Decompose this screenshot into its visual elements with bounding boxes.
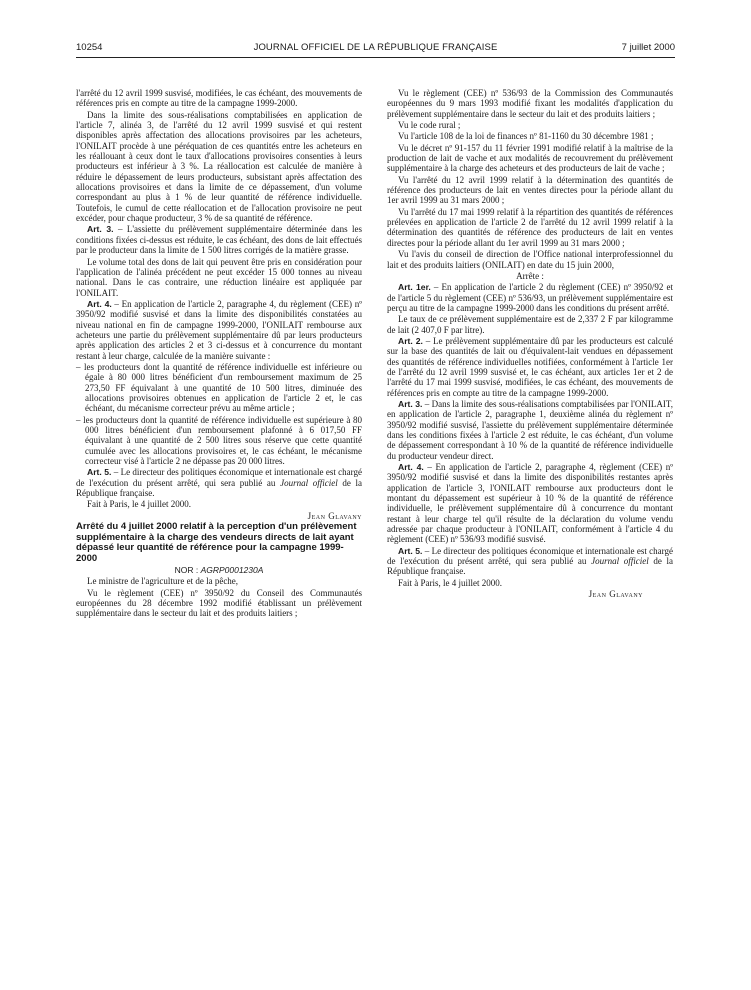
- article-3: [76, 224, 362, 255]
- article-4: [387, 462, 673, 545]
- nor-label: NOR :: [174, 565, 201, 576]
- paragraph: Vu le règlement (CEE) nº 3950/92 du Conseil des Communautés européennes du 28 décembre 1992 modifié établissant un prélèvement supplémentaire dans le secteur du lait et des produits laitiers ;: [76, 587, 362, 619]
- paragraph: Vu le règlement (CEE) nº 536/93 de la Commission des Communautés européennes du 9 mars 1993 modifié fixant les modalités d'application du prélèvement supplémentaire dans le secteur du lait et des produits laitiers ;: [387, 88, 673, 119]
- list-item: – les producteurs dont la quantité de référence individuelle est inférieure ou égale à 80 000 litres bénéficient d'un remboursement maximum de 25 273,50 FF équivalant à une quantité de 10 500 litres, diminuée des allocations provisoires obtenues en application de l'article 2 et, le cas échéant, du mécanisme correcteur prévu au même article ;: [76, 361, 362, 414]
- page-number: 10254: [76, 42, 103, 53]
- article-label: Art. 5.: [87, 467, 112, 478]
- nor-code: AGRP0001230A: [200, 565, 264, 576]
- paragraph: Dans la limite des sous-réalisations comptabilisées en application de l'article 7, alinéa 3, de l'arrêté du 12 avril 1999 susvisé et qui restent disponibles après affectation des allocations provisoires par les acheteurs, l'ONILAIT procède à une péréquation de ces quantités entre les acheteurs en les réallouant à ceux dont le taux d'allocations provisoires consenties à leurs producteurs est inférieur à 3 %. La réallocation est calculée de manière à réduire le dépassement de leurs producteurs, subsistant après affectation des allocations provisoires et dans la limite de ce dépassement, d'un volume correspondant au plus à 1 % de leur quantité de référence individuelle. Toutefois, le cumul de cette réallocation et de l'allocation provisoire ne peut excéder, pour chaque producteur, 3 % de sa quantité de référence.: [76, 109, 362, 224]
- article-text: – En application de l'article 2 du règlement (CEE) nº 3950/92 et de l'article 5 du règlement (CEE) nº 536/93, un prélèvement supplémentaire est perçu au titre de la campagne 1999-2000 dans les conditions du présent arrêté.: [387, 282, 673, 313]
- paragraph: Vu le code rural ;: [398, 120, 461, 131]
- header-rule: [76, 57, 675, 58]
- article-text: – Le directeur des politiques économique et internationale est chargé de l'exécution du présent arrêté, qui sera publié au: [76, 467, 362, 488]
- article-label: Art. 1er.: [398, 282, 431, 293]
- article-label: Art. 5.: [398, 545, 423, 556]
- article-text: de la République française.: [387, 556, 673, 577]
- article-text: – Le prélèvement supplémentaire dû par les producteurs est calculé sur la base des quantités de lait ou d'équivalent-lait vendues en dépassement des quantités de référence individuelles notifiées, conformément à l'article 1er de l'arrêté du 12 avril 1999 susvisé et, le cas échéant, aux articles 1er et 2 de l'arrêté du 17 mai 1999 susvisé, modifiées, le cas échéant, des mouvements de références pris en compte au titre de la campagne 1999-2000.: [387, 335, 673, 398]
- article-label: Art. 4.: [87, 298, 112, 309]
- signature: Jean Glavany: [588, 589, 643, 600]
- paragraph: Vu l'arrêté du 17 mai 1999 relatif à la répartition des quantités de références prélevées en application de l'article 2 de l'arrêté du 12 avril 1999 relatif à la détermination des quantités de référence des producteurs de lait en ventes directes pour la période allant du 1er avril 1999 au 31 mars 2000 ;: [387, 206, 673, 248]
- paragraph: Vu l'arrêté du 12 avril 1999 relatif à la détermination des quantités de référence des producteurs de lait en ventes directes pour la période allant du 1er avril 1999 au 31 mars 2000 ;: [387, 174, 673, 206]
- article-label: Art. 3.: [87, 224, 114, 235]
- journal-title: JOURNAL OFFICIEL DE LA RÉPUBLIQUE FRANÇAISE: [253, 42, 498, 53]
- article-5: [387, 546, 673, 577]
- article-label: Art. 4.: [398, 462, 424, 473]
- article-2: [387, 336, 673, 398]
- list-item: – les producteurs dont la quantité de référence individuelle est supérieure à 80 000 litres bénéficient d'un remboursement plafonné à 6 017,50 FF équivalant à une quantité de 2 500 litres sous réserve que cette quantité cumulée avec les allocations provisoires et, le cas échéant, le mécanisme correcteur visé à l'article 2 ne dépasse pas 20 000 litres.: [76, 414, 362, 467]
- paragraph: Le ministre de l'agriculture et de la pêche,: [87, 576, 239, 587]
- article-3: [387, 399, 673, 461]
- article-text: – En application de l'article 2, paragraphe 4, du règlement (CEE) nº 3950/92 modifié susvisé et dans la limite des disponibilités constatées au niveau national en fin de campagne 1999-2000, l'ONILAIT rembourse aux acheteurs une partie du prélèvement supplémentaire dû par leurs producteurs après application des articles 2 et 3 ci-dessus et à concurrence du montant restant à leur charge, calculée de la manière suivante :: [76, 298, 362, 361]
- done-at: Fait à Paris, le 4 juillet 2000.: [87, 499, 191, 510]
- article-text: – Dans la limite des sous-réalisations comptabilisées par l'ONILAIT, en application de l'article 2, paragraphe 1, deuxième alinéa du règlement nº 3950/92 modifié susvisé, l'assiette du prélèvement supplémentaire déterminée dans les conditions fixées à l'article 2 est réduite, le cas échéant, d'un volume de dépassement correspondant à 10 % de la quantité de référence individuelle du producteur vendeur direct.: [387, 398, 673, 461]
- done-at: Fait à Paris, le 4 juillet 2000.: [398, 577, 502, 588]
- journal-ref: Journal officiel: [280, 477, 338, 488]
- journal-ref: Journal officiel: [591, 556, 649, 567]
- issue-date: 7 juillet 2000: [621, 42, 675, 53]
- article-text: de la République française.: [76, 477, 362, 499]
- paragraph: Vu l'avis du conseil de direction de l'Office national interprofessionnel du lait et des produits laitiers (ONILAIT) en date du 15 juin 2000,: [387, 249, 673, 270]
- decree-title: Arrêté du 4 juillet 2000 relatif à la perception d'un prélèvement supplémentaire à la charge des vendeurs directs de lait ayant dépassé leur quantité de référence pour la campagne 1999-2000: [76, 521, 357, 564]
- paragraph: Le volume total des dons de lait qui peuvent être pris en considération pour l'application de l'alinéa précédent ne peut excéder 15 000 tonnes au niveau national. Dans le cas contraire, une réduction linéaire est appliquée par l'ONILAIT.: [76, 256, 362, 298]
- arrete-heading: Arrête :: [516, 270, 544, 281]
- article-label: Art. 3.: [398, 398, 423, 409]
- paragraph: l'arrêté du 12 avril 1999 susvisé, modifiées, le cas échéant, des mouvements de références pris en compte au titre de la campagne 1999-2000.: [76, 88, 362, 109]
- paragraph: Vu le décret nº 91-157 du 11 février 1991 modifié relatif à la maîtrise de la production de lait de vache et aux modalités de recouvrement du prélèvement supplémentaire à la charge des acheteurs et des producteurs de lait de vache ;: [387, 142, 673, 174]
- article-4: [76, 299, 362, 361]
- nor-reference: [76, 565, 362, 575]
- paragraph: Vu l'article 108 de la loi de finances nº 81-1160 du 30 décembre 1981 ;: [398, 131, 654, 142]
- article-text: – En application de l'article 2, paragraphe 4, règlement (CEE) nº 3950/92 modifié susvisé et dans la limite des disponibilités restantes après application de l'article 3, l'ONILAIT rembourse aux producteurs dont le montant du dépassement est supérieur à 10 % de la quantité de référence individuelle, le prélèvement supplémentaire dû à concurrence du montant restant à leur charge tel qu'il résulte de la déclaration du volume vendu adressée par chaque producteur à l'ONILAIT, conformément à l'article 4 du règlement (CEE) nº 536/93 modifié susvisé.: [387, 462, 674, 545]
- page-header: [76, 42, 675, 58]
- paragraph: Le taux de ce prélèvement supplémentaire est de 2,337 2 F par kilogramme de lait (2 407,0 F par litre).: [387, 314, 673, 335]
- article-text: – L'assiette du prélèvement supplémentaire déterminée dans les conditions fixées ci-dessus est réduite, le cas échéant, des dons de lait effectués par le producteur dans la limite de 1 500 litres corrigés de la matière grasse.: [76, 224, 363, 256]
- right-column: [387, 88, 673, 601]
- left-column: [76, 88, 362, 620]
- article-1: [387, 282, 673, 313]
- signature: Jean Glavany: [307, 510, 362, 521]
- article-label: Art. 2.: [398, 335, 423, 346]
- article-5: [76, 467, 362, 498]
- article-text: – Le directeur des politiques économique et internationale est chargé de l'exécution du présent arrêté, qui sera publié au: [387, 545, 673, 567]
